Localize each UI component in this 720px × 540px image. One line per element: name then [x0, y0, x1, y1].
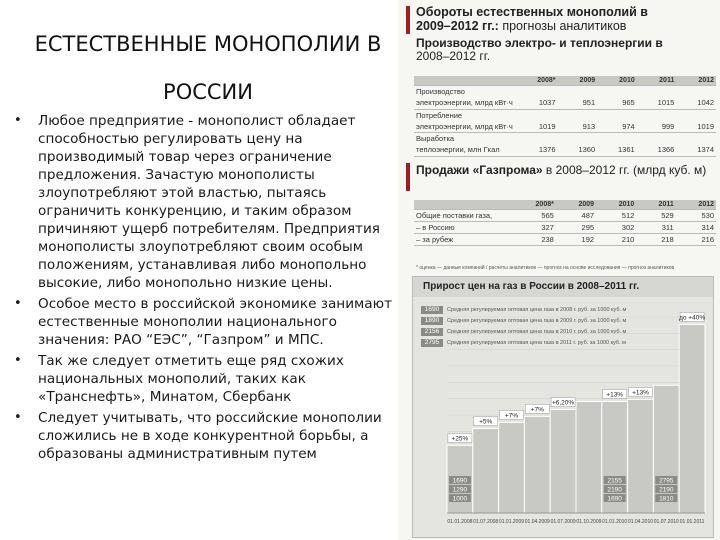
table-cell: 951: [558, 97, 598, 109]
increase-label: +6,20%: [551, 399, 575, 407]
article-header: [416, 6, 716, 63]
legend-text: Средняя регулируемая оптовая цена газа в 2011 г. руб. за 1000 куб. м: [447, 340, 626, 346]
table-cell: [558, 86, 598, 98]
row-label: электроэнергии, млрд кВт·ч: [416, 121, 513, 131]
chart-plot: [413, 277, 715, 539]
table-cell: 999: [637, 121, 677, 133]
electricity-table: [414, 76, 716, 157]
article-title-years: 2009–2012 гг.:: [416, 19, 499, 33]
table-cell: 311: [636, 222, 675, 234]
table-cell: 1366: [637, 144, 677, 156]
table-header-cell: 2012: [676, 200, 716, 210]
table-cell: 529: [636, 210, 675, 222]
chart-bar: [499, 422, 525, 513]
x-tick-label: 01.07.2010: [653, 519, 679, 525]
table-cell: 327: [510, 222, 556, 234]
x-tick-label: 01.07.2008: [473, 519, 499, 525]
increase-label: +5%: [479, 418, 493, 426]
table-row: [414, 133, 716, 145]
table-row: [414, 109, 716, 121]
chart-bar: [628, 399, 654, 513]
gas-sales-table: [414, 200, 716, 246]
chart-bar: [550, 410, 576, 513]
table-cell: 1376: [515, 144, 558, 156]
bar-value-label: 2155: [607, 477, 622, 485]
table-row: [414, 97, 716, 109]
slide-title: [8, 20, 408, 116]
table-body: [414, 86, 716, 157]
table-cell: 974: [597, 121, 637, 133]
table-cell: 1037: [515, 97, 558, 109]
table-cell: 302: [596, 222, 636, 234]
accent-bar: [406, 163, 410, 191]
table-header-cell: 2009: [558, 76, 598, 86]
row-label: Общие поставки газа,: [414, 210, 510, 222]
row-label: Производство: [416, 87, 465, 96]
x-tick-label: 01.10.2009: [576, 519, 602, 525]
table-cell: 1019: [676, 121, 716, 133]
table-row: [414, 222, 716, 234]
legend-swatch: 2156: [421, 328, 443, 336]
table-header-cell: 2011: [636, 200, 675, 210]
bullet-item: • Так же следует отметить еще ряд схожих национальных монополий, таких как «Транснефть», Минатом, Сбербанк: [12, 352, 408, 406]
x-tick-label: 01.01.2010: [602, 519, 628, 525]
chart-bar: [524, 416, 550, 513]
x-tick-label: 01.07.2009: [550, 519, 576, 525]
table-header-cell: [414, 76, 515, 86]
table-cell: [676, 86, 716, 98]
row-label: теплоэнергии, млн Гкал: [414, 144, 515, 156]
table-cell: [637, 86, 677, 98]
table-cell: [676, 109, 716, 121]
legend-text: Средняя регулируемая оптовая цена газа в 2009 г. руб. за 1000 куб. м: [447, 318, 627, 324]
chart-title: Прирост цен на газ в России в 2008–2011 гг.: [413, 277, 713, 297]
increase-label: +13%: [606, 391, 624, 399]
bar-value-label: 1690: [452, 477, 468, 485]
bullet-item: • Особое место в российской экономике занимают естественные монополии национального значения: РАО “ЕЭС”, “Газпром” и МПС.: [12, 295, 408, 349]
table-header-cell: 2009: [556, 200, 596, 210]
table-header-cell: 2008*: [515, 76, 558, 86]
table-footnote: * оценка — данные компаний / расчеты аналитиков — прогноз на основе исследования — прогноз аналитиков: [416, 265, 675, 271]
article-title-rest: прогнозы аналитиков: [498, 19, 627, 33]
table-header-cell: 2011: [637, 76, 677, 86]
table-cell: 1374: [676, 144, 716, 156]
table-cell: [515, 109, 558, 121]
bar-value-label: 1000: [452, 495, 468, 503]
x-tick-label: 01.04.2009: [524, 519, 550, 525]
table-cell: 512: [596, 210, 636, 222]
table-header-cell: [414, 200, 510, 210]
table-cell: [676, 133, 716, 145]
row-label: электроэнергии, млрд кВт·ч: [416, 98, 513, 108]
table-cell: 210: [596, 234, 636, 246]
bar-value-label: 2795: [659, 477, 674, 485]
bar-value-label: 1290: [452, 486, 468, 494]
table-cell: [637, 133, 677, 145]
table-cell: 530: [676, 210, 716, 222]
table-header-row: [414, 76, 716, 86]
chart-bar: [679, 324, 705, 513]
table-body: [414, 210, 716, 246]
article-title-line1: Обороты естественных монополий в: [416, 5, 648, 19]
table-cell: 1019: [515, 121, 558, 133]
table2-title: [416, 163, 716, 177]
table-cell: 1361: [597, 144, 637, 156]
table-cell: 295: [556, 222, 596, 234]
table-cell: [597, 109, 637, 121]
chart-bar: [473, 429, 499, 513]
bar-value-label: 2190: [659, 486, 674, 494]
table-cell: [597, 133, 637, 145]
table-row: [414, 144, 716, 156]
bullet-item: • Следует учитывать, что российские монополии сложились не в ходе конкурентной борьбы, а образованы административным путем: [12, 409, 408, 463]
table-cell: [515, 133, 558, 145]
slide-title-line1: ЕСТЕСТВЕННЫЕ МОНОПОЛИИ В: [34, 32, 382, 56]
table-cell: 238: [510, 234, 556, 246]
increase-label: +7%: [530, 406, 544, 414]
increase-label: +7%: [504, 412, 519, 420]
article-image: [398, 0, 720, 540]
table-cell: [637, 109, 677, 121]
table-cell: [597, 86, 637, 98]
table-cell: 218: [636, 234, 675, 246]
x-tick-label: 01.04.2010: [627, 519, 654, 525]
increase-label: до +40%: [679, 314, 706, 322]
chart-bar: [576, 401, 602, 513]
bar-value-label: 1690: [607, 495, 622, 503]
table-cell: 565: [510, 210, 556, 222]
table-header-cell: 2010: [597, 76, 637, 86]
slide-title-line2: РОССИИ: [163, 80, 253, 104]
bar-value-label: 2190: [607, 486, 622, 494]
increase-label: +13%: [632, 389, 649, 397]
x-tick-label: 01.01.2011: [679, 519, 705, 525]
table-cell: 965: [597, 97, 637, 109]
table1-title-years: 2008–2012 гг.: [416, 49, 491, 63]
table-cell: 314: [676, 222, 716, 234]
table-cell: [558, 133, 598, 145]
table-header-cell: 2010: [596, 200, 636, 210]
table2-title-rest: в 2008–2012 гг. (млрд куб. м): [542, 163, 707, 177]
table-cell: [558, 109, 598, 121]
x-tick-label: 01.01.2008: [447, 519, 473, 525]
table-cell: 216: [676, 234, 716, 246]
table-cell: 1042: [676, 97, 716, 109]
table-cell: 192: [556, 234, 596, 246]
increase-label: +25%: [451, 435, 469, 443]
legend-swatch: 2795: [421, 339, 443, 347]
bullet-list: [12, 112, 408, 463]
table-header-cell: 2008*: [510, 200, 556, 210]
table-row: [414, 234, 716, 246]
row-label: – за рубеж: [414, 234, 510, 246]
table2-title-company: Продажи «Газпрома»: [416, 163, 543, 177]
table-cell: 1015: [637, 97, 677, 109]
table-cell: 1360: [558, 144, 598, 156]
table-header-row: [414, 200, 716, 210]
table-header-cell: 2012: [676, 76, 716, 86]
legend-text: Средняя регулируемая оптовая цена газа в 2010 г. руб. за 1000 куб. м: [447, 329, 627, 335]
table1-title: Производство электро- и теплоэнергии в: [416, 36, 663, 50]
table-row: [414, 210, 716, 222]
accent-bar: [406, 6, 410, 34]
legend-swatch: 1690: [421, 306, 443, 314]
chart-bar: [653, 385, 679, 513]
legend-swatch: 1890: [421, 317, 443, 325]
x-tick-label: 01.01.2009: [498, 519, 525, 525]
bar-value-label: 1810: [659, 495, 674, 503]
row-label: – в Россию: [414, 222, 510, 234]
bullet-item: • Любое предприятие - монополист обладает способностью регулировать цену на производимый товар через ограничение предложения. Зачастую монополисты злоупотребляют этой властью, пытаясь ограничить конкуренцию, и таким образом причиняют ущерб потребителям. Предприятия монополисты злоупотребляют своим особым положениям, устанавливая либо монопольно высокие, либо монопольно низкие цены.: [12, 112, 408, 292]
table-cell: [515, 86, 558, 98]
legend-text: Средняя регулируемая оптовая цена газа в 2008 г. руб. за 1000 куб. м: [447, 307, 627, 313]
row-label: Выработка: [416, 134, 455, 143]
table-cell: 913: [558, 121, 598, 133]
gas-price-chart: [412, 276, 714, 538]
row-label: Потребление: [416, 110, 463, 120]
table-cell: 487: [556, 210, 596, 222]
article-title-line2: [416, 19, 716, 33]
table-row: [414, 121, 716, 133]
table-row: [414, 86, 716, 98]
